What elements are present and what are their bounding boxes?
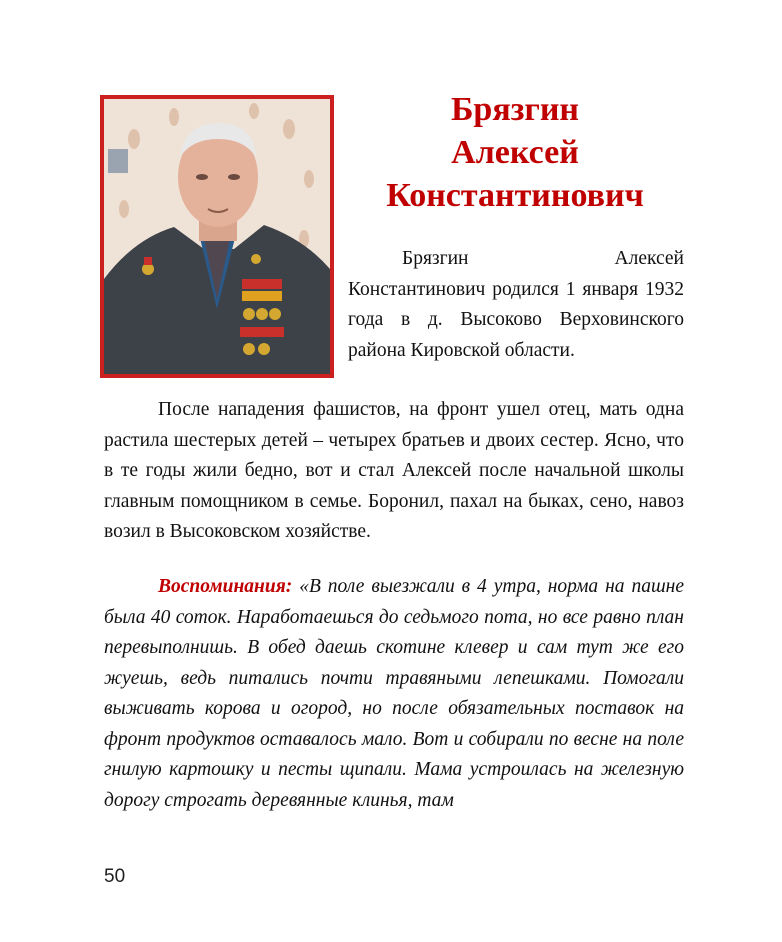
- memoir-paragraph: [104, 572, 684, 816]
- memoir-text: «В поле выезжали в 4 утра, норма на пашне была 40 соток. Наработаешься до седьмого пота, но все равно план перевыполнишь. В обед даешь скотине клевер и сам тут же его жуешь, ведь питались почти травяными лепешками. Помогали выживать корова и огород, но после обязательных поставок на фронт продуктов оставалось мало. Вот и собирали по весне на поле гнилую картошку и песты щипали. Мама устроилась на железную дорогу строгать деревянные клинья, там: [104, 576, 684, 811]
- portrait-photo: [100, 95, 334, 378]
- person-name-title: [350, 88, 680, 217]
- main-paragraph: После нападения фашистов, на фронт ушел отец, мать одна растила шестерых детей – четырех братьев и двоих сестер. Ясно, что в те годы жили бедно, вот и стал Алексей после начальной школы главным помощником в семье. Боронил, пахал на быках, сено, навоз возил в Высоковском хозяйстве.: [104, 399, 684, 542]
- page-number: 50: [104, 866, 126, 887]
- title-line-surname: Брязгин: [450, 91, 580, 128]
- intro-paragraph: Брязгин Алексей Константинович родился 1 января 1932 года в д. Высоково Верховинского района Кировской области.: [348, 248, 684, 361]
- veteran-portrait-image: [104, 99, 330, 374]
- title-line-patronymic: Константинович: [386, 177, 644, 214]
- title-line-first-name: Алексей: [451, 134, 579, 171]
- memoir-label: Воспоминания:: [158, 576, 293, 597]
